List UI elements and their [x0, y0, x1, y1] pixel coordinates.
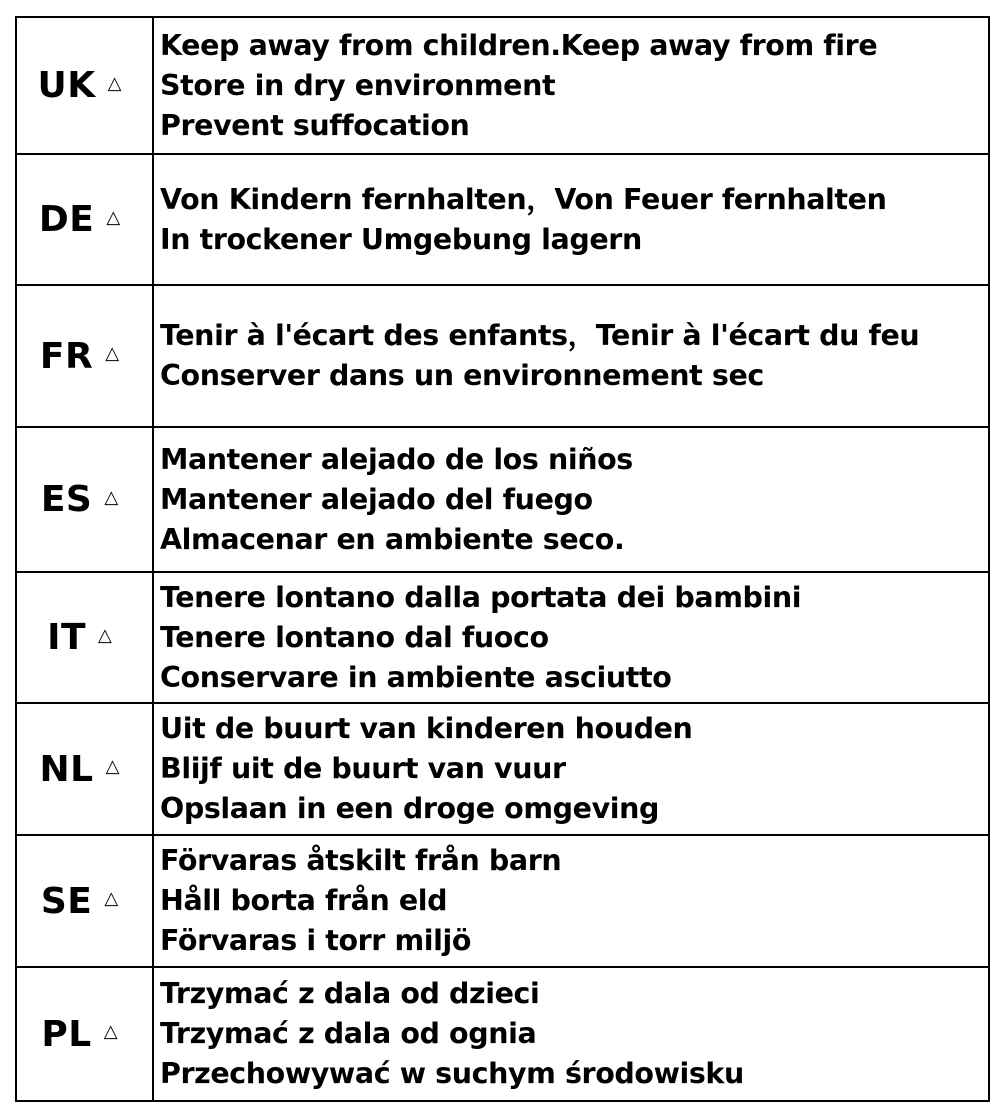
language-code-cell: [16, 835, 153, 967]
language-code: FR: [39, 335, 94, 377]
warning-line: Von Kindern fernhalten，Von Feuer fernhalten: [160, 182, 887, 216]
warning-line: Trzymać z dala od dzieci: [160, 977, 540, 1010]
warning-line: Tenere lontano dalla portata dei bambini: [160, 580, 802, 614]
warning-triangle-icon: △: [105, 343, 120, 364]
warning-triangle-icon: △: [103, 1021, 118, 1042]
warning-triangle-icon: △: [106, 206, 121, 228]
language-code: SE: [40, 880, 93, 922]
warning-line: Keep away from children.Keep away from fire: [160, 28, 878, 62]
warning-line: Mantener alejado de los niños: [160, 442, 633, 476]
warning-line: Conserver dans un environnement sec: [160, 359, 764, 392]
table-row-nl: [16, 703, 989, 835]
warning-text-cell: [153, 427, 989, 572]
language-code-cell: [16, 703, 153, 835]
language-code-cell: [16, 285, 153, 427]
warning-line: Opslaan in een droge omgeving: [160, 792, 660, 825]
table-row-es: [16, 427, 989, 572]
warning-triangle-icon: △: [104, 486, 119, 508]
warning-line: Trzymać z dala od ognia: [160, 1017, 537, 1050]
table-row-uk: [16, 17, 989, 154]
warning-line: Conservare in ambiente asciutto: [160, 660, 672, 694]
warning-table: [15, 16, 990, 1102]
language-code: IT: [47, 617, 87, 658]
warning-line: Almacenar en ambiente seco.: [160, 522, 625, 556]
warning-text-cell: [153, 285, 989, 427]
warning-text-cell: [153, 572, 989, 703]
warning-line: Tenir à l'écart des enfants，Tenir à l'écart du feu: [160, 319, 920, 352]
table-row-se: [16, 835, 989, 967]
table-row-de: [16, 154, 989, 285]
warning-line: Håll borta från eld: [160, 884, 448, 917]
warning-line: Förvaras åtskilt från barn: [160, 844, 562, 877]
language-code: UK: [37, 65, 96, 106]
language-code-cell: [16, 572, 153, 703]
warning-line: Mantener alejado del fuego: [160, 482, 593, 516]
language-code: ES: [40, 479, 93, 520]
warning-line: Uit de buurt van kinderen houden: [160, 712, 693, 745]
warning-triangle-icon: △: [98, 624, 112, 646]
warning-text-cell: [153, 154, 989, 285]
warning-triangle-icon: △: [107, 72, 122, 94]
warning-line: Tenere lontano dal fuoco: [160, 620, 549, 654]
warning-line: Förvaras i torr miljö: [160, 924, 472, 957]
warning-line: Blijf uit de buurt van vuur: [160, 752, 566, 785]
language-code: NL: [39, 748, 94, 790]
language-code: PL: [41, 1013, 92, 1055]
language-code-cell: [16, 154, 153, 285]
table-row-pl: [16, 967, 989, 1101]
warning-text-cell: [153, 703, 989, 835]
language-code-cell: [16, 17, 153, 154]
warning-text-cell: [153, 17, 989, 154]
language-code-cell: [16, 967, 153, 1101]
warning-text-cell: [153, 835, 989, 967]
language-code-cell: [16, 427, 153, 572]
warning-line: In trockener Umgebung lagern: [160, 222, 642, 256]
warning-text-cell: [153, 967, 989, 1101]
language-code: DE: [38, 199, 95, 240]
warning-line: Przechowywać w suchym środowisku: [160, 1057, 744, 1090]
warning-triangle-icon: △: [105, 756, 120, 777]
table-row-it: [16, 572, 989, 703]
warning-triangle-icon: △: [104, 888, 119, 909]
warning-line: Prevent suffocation: [160, 108, 470, 142]
table-row-fr: [16, 285, 989, 427]
warning-line: Store in dry environment: [160, 68, 556, 102]
